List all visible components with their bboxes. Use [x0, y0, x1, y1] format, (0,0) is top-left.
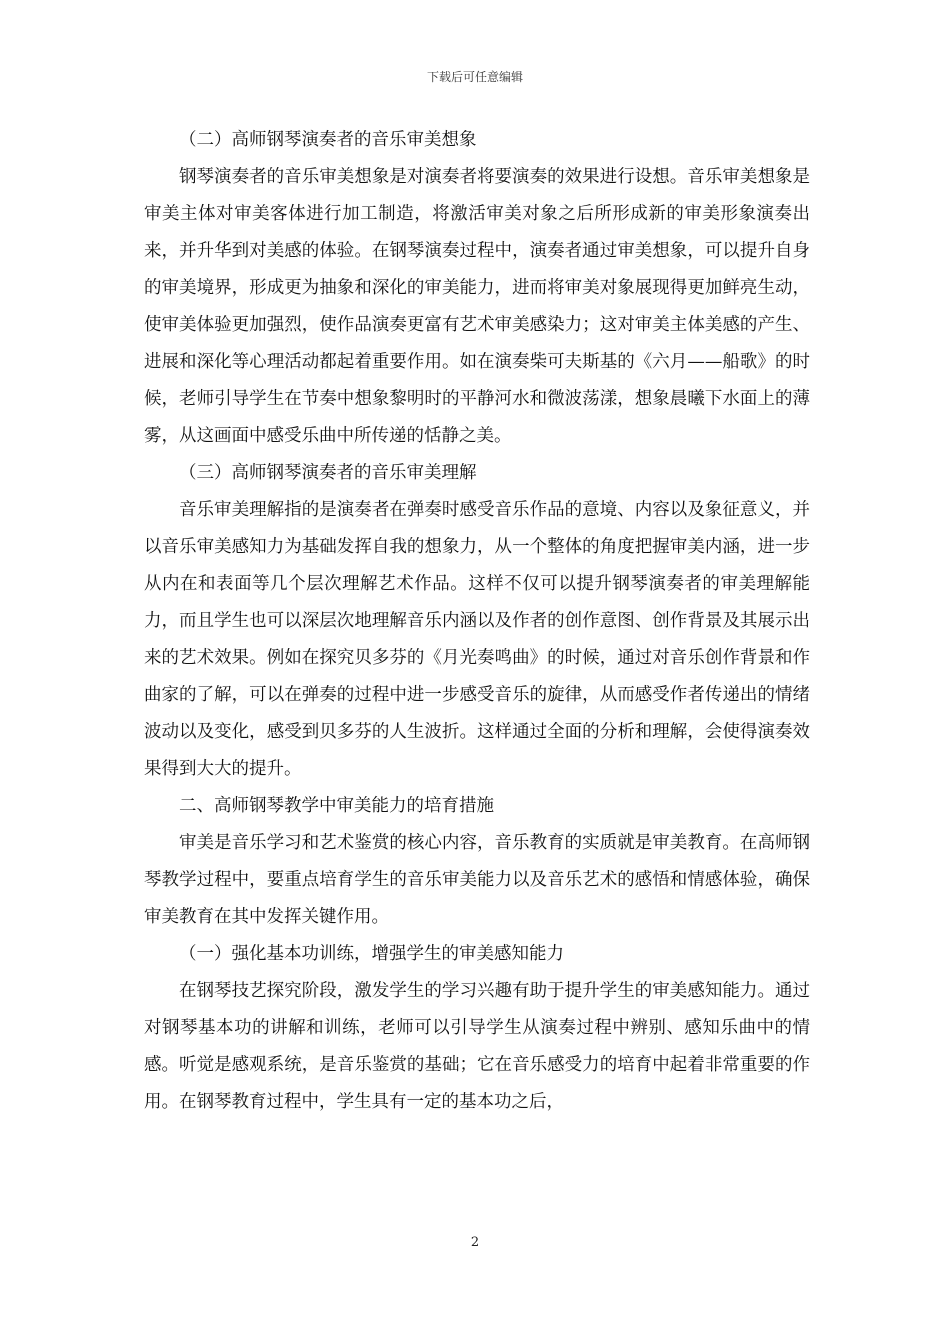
section-heading-2-1: （一）强化基本功训练，增强学生的审美感知能力 — [179, 944, 564, 964]
section-heading-2: 二、高师钢琴教学中审美能力的培育措施 — [179, 796, 494, 816]
paragraph-aesthetic-imagination: 钢琴演奏者的音乐审美想象是对演奏者将要演奏的效果进行设想。音乐审美想象是审美主体对审美客体进行加工制造，将激活审美对象之后所形成新的审美形象演奏出来，并升华到对美感的体验。在钢琴演奏过程中，演奏者通过审美想象，可以提升自身的审美境界，形成更为抽象和深化的审美能力，进而将审美对象展现得更加鲜亮生动，使审美体验更加强烈，使作品演奏更富有艺术审美感染力；这对审美主体美感的产生、进展和深化等心理活动都起着重要作用。如在演奏柴可夫斯基的《六月——船歌》的时候，老师引导学生在节奏中想象黎明时的平静河水和微波荡漾，想象晨曦下水面上的薄雾，从这画面中感受乐曲中所传递的恬静之美。 — [144, 167, 810, 446]
page-number: 2 — [470, 1235, 480, 1250]
section-heading-2-2: （二）高师钢琴演奏者的音乐审美想象 — [179, 130, 477, 150]
paragraph-basic-training: 在钢琴技艺探究阶段，激发学生的学习兴趣有助于提升学生的审美感知能力。通过对钢琴基本功的讲解和训练，老师可以引导学生从演奏过程中辨别、感知乐曲中的情感。听觉是感观系统，是音乐鉴赏的基础；它在音乐感受力的培育中起着非常重要的作用。在钢琴教育过程中，学生具有一定的基本功之后， — [144, 981, 810, 1112]
page-body — [144, 122, 810, 1121]
section-heading-2-3: （三）高师钢琴演奏者的音乐审美理解 — [179, 463, 477, 483]
paragraph-cultivation-intro: 审美是音乐学习和艺术鉴赏的核心内容，音乐教育的实质就是审美教育。在高师钢琴教学过程中，要重点培育学生的音乐审美能力以及音乐艺术的感悟和情感体验，确保审美教育在其中发挥关键作用。 — [144, 833, 810, 927]
page-header: 下载后可任意编辑 — [426, 70, 523, 84]
paragraph-aesthetic-understanding: 音乐审美理解指的是演奏者在弹奏时感受音乐作品的意境、内容以及象征意义，并以音乐审美感知力为基础发挥自我的想象力，从一个整体的角度把握审美内涵，进一步从内在和表面等几个层次理解艺术作品。这样不仅可以提升钢琴演奏者的审美理解能力，而且学生也可以深层次地理解音乐内涵以及作者的创作意图、创作背景及其展示出来的艺术效果。例如在探究贝多芬的《月光奏鸣曲》的时候，通过对音乐创作背景和作曲家的了解，可以在弹奏的过程中进一步感受音乐的旋律，从而感受作者传递出的情绪波动以及变化，感受到贝多芬的人生波折。这样通过全面的分析和理解，会使得演奏效果得到大大的提升。 — [144, 500, 810, 779]
